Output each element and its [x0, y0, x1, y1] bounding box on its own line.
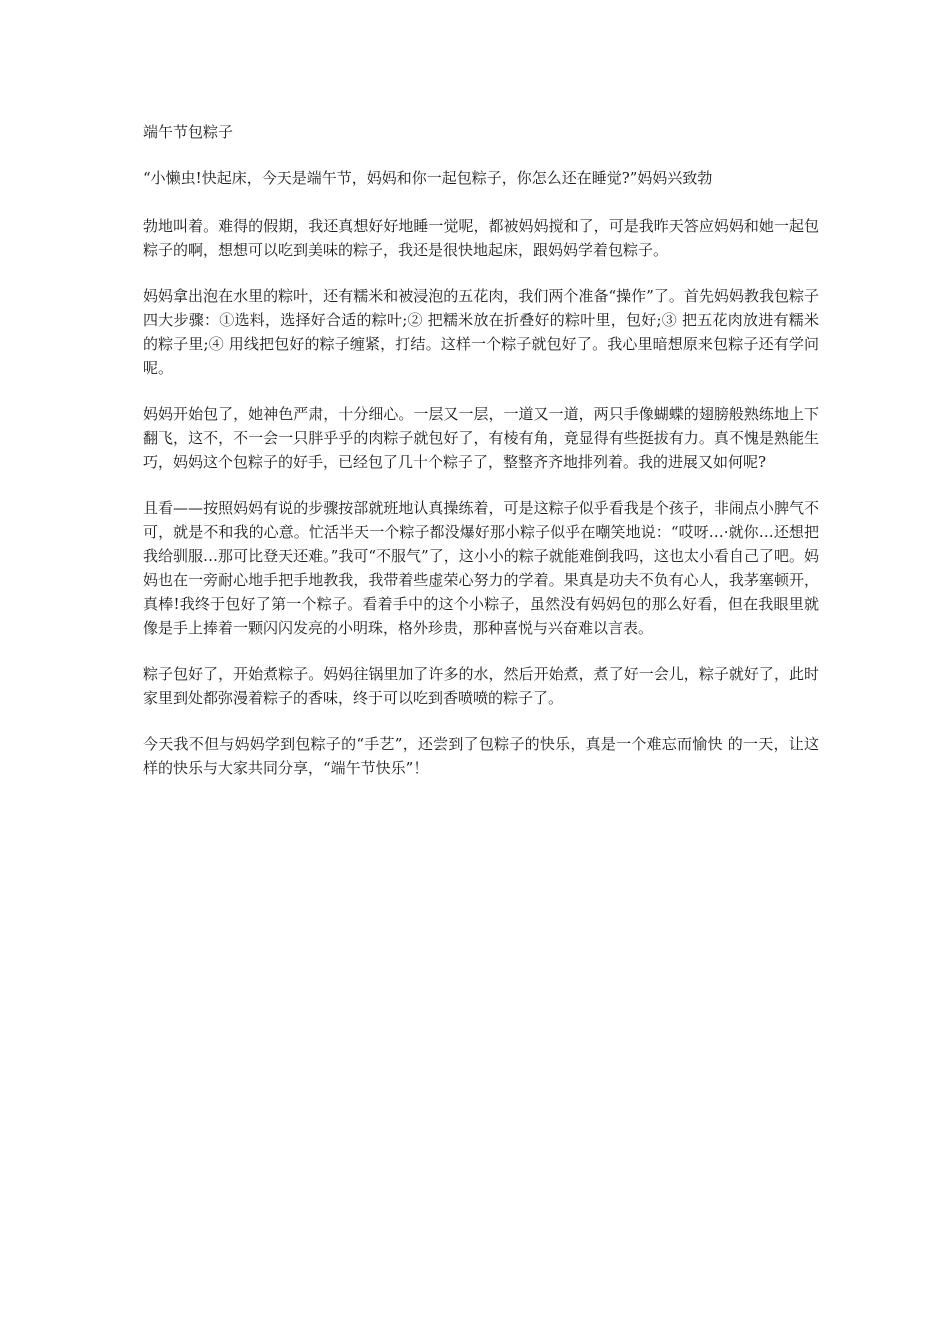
paragraph-6: 粽子包好了，开始煮粽子。妈妈往锅里加了许多的水，然后开始煮，煮了好一会儿，粽子就好了，此时家里到处都弥漫着粽子的香味，终于可以吃到香喷喷的粽子了。 [143, 665, 819, 707]
document-body [143, 120, 819, 802]
paragraph-5: 且看——按照妈妈有说的步骤按部就班地认真操练着，可是这粽子似乎看我是个孩子，非闹点小脾气不可，就是不和我的心意。忙活半天一个粽子都没爆好那小粽子似乎在嘲笑地说：“哎呀…·就你…还想把我给驯服…那可比登天还难。”我可“不服气”了，这小小的粽子就能难倒我吗，这也太小看自己了吧。妈妈也在一旁耐心地手把手地教我，我带着些虚荣心努力的学着。果真是功夫不负有心人，我茅塞顿开，真棒!我终于包好了第一个粽子。看着手中的这个小粽子，虽然没有妈妈包的那么好看，但在我眼里就像是手上捧着一颗闪闪发亮的小明珠，格外珍贵，那种喜悦与兴奋难以言表。 [143, 499, 819, 637]
paragraph-4: 妈妈开始包了，她神色严肃，十分细心。一层又一层，一道又一道，两只手像蝴蝶的翅膀般熟练地上下翻飞，这不，不一会一只胖乎乎的肉粽子就包好了，有棱有角，竟显得有些挺拔有力。真不愧是熟能生巧，妈妈这个包粽子的好手，已经包了几十个粽子了，整整齐齐地排列着。我的进展又如何呢? [143, 405, 819, 471]
document-title: 端午节包粽子 [143, 123, 234, 141]
paragraph-7: 今天我不但与妈妈学到包粽子的“手艺”，还尝到了包粽子的快乐，真是一个难忘而愉快 的一天，让这样的快乐与大家共同分享，“端午节快乐”！ [143, 735, 819, 777]
paragraph-1: “小懒虫!快起床，今天是端午节，妈妈和你一起包粽子，你怎么还在睡觉?”妈妈兴致勃 [143, 169, 713, 187]
paragraph-2: 勃地叫着。难得的假期，我还真想好好地睡一觉呢，都被妈妈搅和了，可是我昨天答应妈妈和她一起包粽子的啊，想想可以吃到美味的粽子，我还是很快地起床，跟妈妈学着包粽子。 [143, 217, 819, 259]
paragraph-3: 妈妈拿出泡在水里的粽叶，还有糯米和被浸泡的五花肉，我们两个准备“操作”了。首先妈妈教我包粽子四大步骤：①选料，选择好合适的粽叶;② 把糯米放在折叠好的粽叶里，包好;③ 把五花肉放进有糯米的粽子里;④ 用线把包好的粽子缠紧，打结。这样一个粽子就包好了。我心里暗想原来包粽子还有学问呢。 [143, 287, 819, 377]
